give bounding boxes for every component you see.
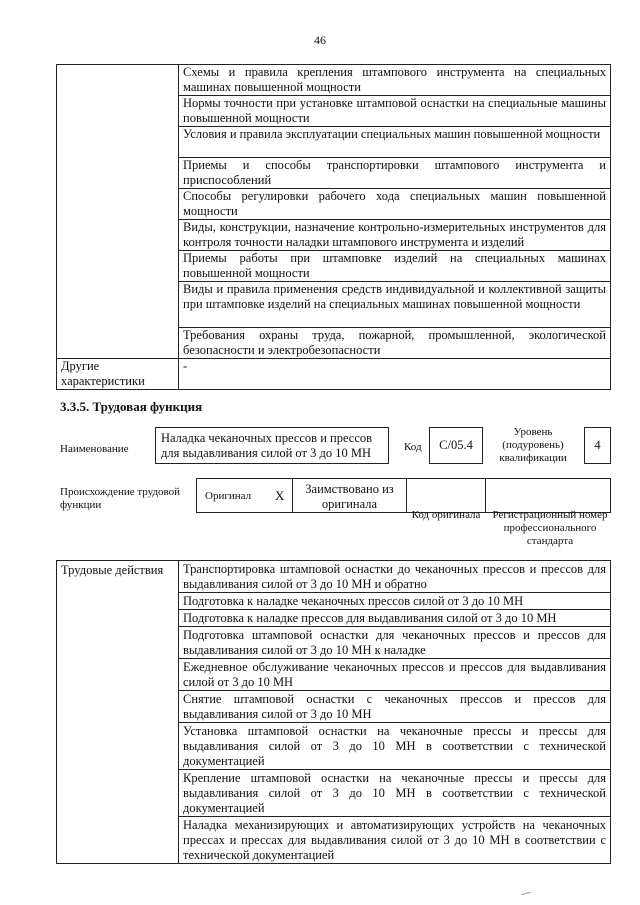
table-row: Виды и правила применения средств индивидуальной и коллективной защиты при штамповке изделий на специальных машинах повышенной мощности — [179, 282, 611, 328]
level-label: Уровень (подуровень) квалификации — [499, 426, 567, 464]
name-label: Наименование — [60, 443, 129, 455]
table-row: Крепление штамповой оснастки на чеканочные прессы и прессы для выдавливания силой от 3 до 10 МН в соответствии с технической документацией — [179, 770, 611, 817]
original-mark: X — [275, 488, 285, 503]
table-row: Транспортировка штамповой оснастки до чеканочных прессов и прессов для выдавливания силой от 3 до 10 МН и обратно — [179, 561, 611, 593]
table-row: Нормы точности при установке штамповой оснастки на специальные машины повышенной мощности — [179, 96, 611, 127]
table-row: Ежедневное обслуживание чеканочных прессов и прессов для выдавливания силой от 3 до 10 МН — [179, 659, 611, 691]
code-original-box — [406, 478, 486, 513]
table-row: Снятие штамповой оснастки с чеканочных прессов и прессов для выдавливания силой от 3 до 10 МН — [179, 691, 611, 723]
original-label: Оригинал — [205, 490, 252, 502]
scan-mark — [519, 884, 531, 895]
actions-label: Трудовые действия — [57, 561, 179, 864]
knowledge-table — [56, 64, 611, 390]
code-value-box — [429, 427, 483, 464]
original-box — [196, 478, 293, 513]
table-row: Приемы работы при штамповке изделий на специальных машинах повышенной мощности — [179, 251, 611, 282]
other-characteristics-value: - — [179, 359, 611, 390]
table-row: Способы регулировки рабочего хода специальных машин повышенной мощности — [179, 189, 611, 220]
origin-label: Происхождение трудовой функции — [60, 486, 181, 511]
reg-number-box — [485, 478, 611, 513]
function-header: 3.3.5. Трудовая функция — [60, 399, 203, 414]
table-row: Требования охраны труда, пожарной, промышленной, экологической безопасности и электробезопасности — [179, 328, 611, 359]
empty-label-cell — [57, 65, 179, 359]
table-row: Условия и правила эксплуатации специальных машин повышенной мощности — [179, 127, 611, 158]
code-label: Код — [404, 441, 422, 453]
borrowed-box — [292, 478, 407, 513]
other-characteristics-label: Другие характеристики — [57, 359, 179, 390]
borrowed-label: Заимствовано из оригинала — [305, 482, 394, 511]
name-value-box — [155, 427, 389, 464]
table-row: Схемы и правила крепления штампового инструмента на специальных машинах повышенной мощности — [179, 65, 611, 96]
table-row: Наладка механизирующих и автоматизирующих устройств на чеканочных прессах и прессах для выдавливания силой от 3 до 10 МН в соответствии с технической документацией — [179, 817, 611, 864]
code-original-label: Код оригинала — [411, 509, 481, 521]
table-row: Виды, конструкции, назначение контрольно-измерительных инструментов для контроля точности наладки штампового инструмента и изделий — [179, 220, 611, 251]
level-value-box — [584, 427, 611, 464]
reg-number-label: Регистрационный номер профессионального стандарта — [492, 509, 608, 547]
table-row: Установка штамповой оснастки на чеканочные прессы и прессы для выдавливания силой от 3 до 10 МН в соответствии с технической документацией — [179, 723, 611, 770]
actions-table — [56, 560, 611, 864]
level-value: 4 — [594, 438, 601, 452]
code-value: C/05.4 — [439, 438, 473, 452]
table-row: Подготовка к наладке чеканочных прессов силой от 3 до 10 МН — [179, 593, 611, 610]
function-name: Наладка чеканочных прессов и прессов для выдавливания силой от 3 до 10 МН — [161, 431, 373, 460]
table-row: Подготовка штамповой оснастки для чеканочных прессов и прессов для выдавливания силой от 3 до 10 МН к наладке — [179, 627, 611, 659]
table-row: Приемы и способы транспортировки штампового инструмента и приспособлений — [179, 158, 611, 189]
page-number: 46 — [314, 33, 326, 47]
table-row: Подготовка к наладке прессов для выдавливания силой от 3 до 10 МН — [179, 610, 611, 627]
